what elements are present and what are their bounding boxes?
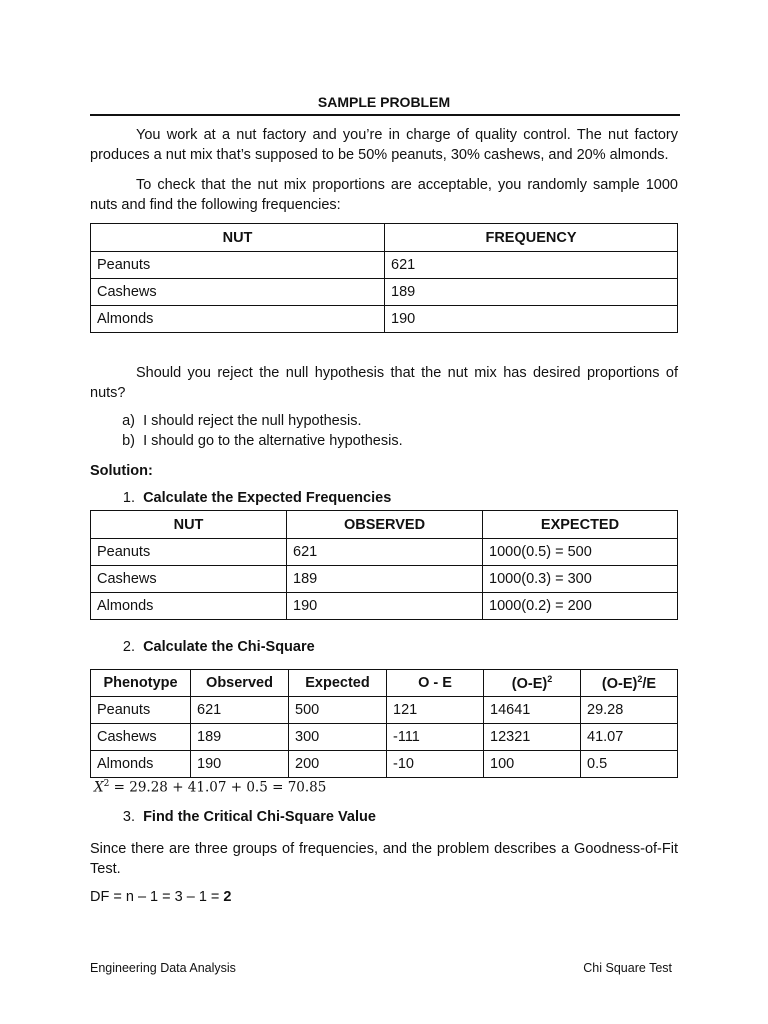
step-2-heading <box>90 639 315 655</box>
formula-expression: = 29.28 + 41.07 + 0.5 = 70.85 <box>109 779 327 796</box>
table-cell: 189 <box>385 279 678 306</box>
question-text: Should you reject the null hypothesis that the nut mix has desired proportions of nuts? <box>90 365 678 401</box>
page-title: SAMPLE PROBLEM <box>317 94 451 110</box>
table-cell: Cashews <box>91 566 287 593</box>
question-paragraph <box>90 363 678 403</box>
chi-square-table <box>90 669 678 778</box>
formula-symbol: X <box>94 779 104 796</box>
frequency-table <box>90 223 678 333</box>
table-cell: 1000(0.3) = 300 <box>483 566 678 593</box>
option-text: I should go to the alternative hypothesis. <box>143 433 403 449</box>
table-header-cell: NUT <box>91 511 287 539</box>
table-cell: 14641 <box>484 697 581 724</box>
degrees-of-freedom <box>90 887 231 907</box>
table-header-row <box>91 511 678 539</box>
option-b <box>90 431 403 451</box>
df-value: 2 <box>223 889 232 905</box>
table-row <box>91 539 678 566</box>
table-header-cell: OBSERVED <box>287 511 483 539</box>
table-header-cell: NUT <box>91 224 385 252</box>
option-text: I should reject the null hypothesis. <box>143 413 362 429</box>
intro-paragraph-1-text: You work at a nut factory and you’re in charge of quality control. The nut factory produces a nut mix that’s supposed to be 50% peanuts, 30% cashews, and 20% almonds. <box>90 127 678 163</box>
header-text: (O-E) <box>511 675 548 692</box>
table-header-cell <box>581 670 678 697</box>
intro-paragraph-2 <box>90 175 678 215</box>
header-suffix: /E <box>642 675 657 692</box>
superscript: 2 <box>547 674 553 685</box>
option-label: b) <box>122 433 135 449</box>
table-cell: 500 <box>289 697 387 724</box>
expected-frequency-table <box>90 510 678 620</box>
table-row <box>91 566 678 593</box>
table-cell: 200 <box>289 751 387 778</box>
footer-right: Chi Square Test <box>583 961 672 975</box>
table-cell: 0.5 <box>581 751 678 778</box>
table-cell: 1000(0.5) = 500 <box>483 539 678 566</box>
table-header-cell <box>484 670 581 697</box>
table-cell: Peanuts <box>91 252 385 279</box>
table-cell: 100 <box>484 751 581 778</box>
table-row <box>91 593 678 620</box>
table-row <box>91 279 678 306</box>
table-header-cell: Expected <box>289 670 387 697</box>
chi-square-formula <box>94 779 326 796</box>
table-cell: 189 <box>287 566 483 593</box>
step-number: 3. <box>122 809 135 825</box>
step-3-heading <box>90 809 376 825</box>
table-row <box>91 724 678 751</box>
superscript: 2 <box>637 674 643 685</box>
step-1-heading <box>90 490 391 506</box>
table-cell: Almonds <box>91 306 385 333</box>
step-title: Calculate the Expected Frequencies <box>143 490 392 506</box>
table-header-row <box>91 224 678 252</box>
table-header-cell: FREQUENCY <box>385 224 678 252</box>
table-row <box>91 697 678 724</box>
table-cell: 190 <box>385 306 678 333</box>
table-cell: 1000(0.2) = 200 <box>483 593 678 620</box>
table-cell: -111 <box>387 724 484 751</box>
table-header-cell: EXPECTED <box>483 511 678 539</box>
table-cell: 41.07 <box>581 724 678 751</box>
table-cell: 190 <box>287 593 483 620</box>
table-cell: Almonds <box>91 593 287 620</box>
table-header-row <box>91 670 678 697</box>
step-title: Calculate the Chi-Square <box>143 639 315 655</box>
table-cell: Cashews <box>91 279 385 306</box>
footer-left: Engineering Data Analysis <box>90 961 236 975</box>
table-cell: 621 <box>191 697 289 724</box>
title-underline <box>90 114 680 116</box>
table-cell: 621 <box>385 252 678 279</box>
step-number: 1. <box>122 490 135 506</box>
table-row <box>91 306 678 333</box>
option-label: a) <box>122 413 135 429</box>
table-cell: Peanuts <box>91 539 287 566</box>
header-text: (O-E) <box>601 675 638 692</box>
closing-paragraph: Since there are three groups of frequencies, and the problem describes a Goodness-of-Fit Test. <box>90 841 678 877</box>
table-header-cell: Observed <box>191 670 289 697</box>
option-a <box>90 411 362 431</box>
table-header-cell: Phenotype <box>91 670 191 697</box>
intro-paragraph-2-text: To check that the nut mix proportions are acceptable, you randomly sample 1000 nuts and find the following frequencies: <box>90 177 678 213</box>
table-header-cell: O - E <box>387 670 484 697</box>
intro-paragraph-1 <box>90 125 678 165</box>
table-cell: Peanuts <box>91 697 191 724</box>
table-row <box>91 751 678 778</box>
table-cell: 190 <box>191 751 289 778</box>
step-title: Find the Critical Chi-Square Value <box>143 809 376 825</box>
table-cell: 300 <box>289 724 387 751</box>
table-cell: Cashews <box>91 724 191 751</box>
table-cell: 189 <box>191 724 289 751</box>
solution-label: Solution: <box>90 463 153 479</box>
table-cell: 29.28 <box>581 697 678 724</box>
table-cell: 12321 <box>484 724 581 751</box>
step-number: 2. <box>122 639 135 655</box>
table-cell: 121 <box>387 697 484 724</box>
table-cell: -10 <box>387 751 484 778</box>
table-cell: 621 <box>287 539 483 566</box>
table-cell: Almonds <box>91 751 191 778</box>
table-row <box>91 252 678 279</box>
formula-superscript: 2 <box>103 779 110 789</box>
df-expression: DF = n – 1 = 3 – 1 = <box>90 889 224 905</box>
